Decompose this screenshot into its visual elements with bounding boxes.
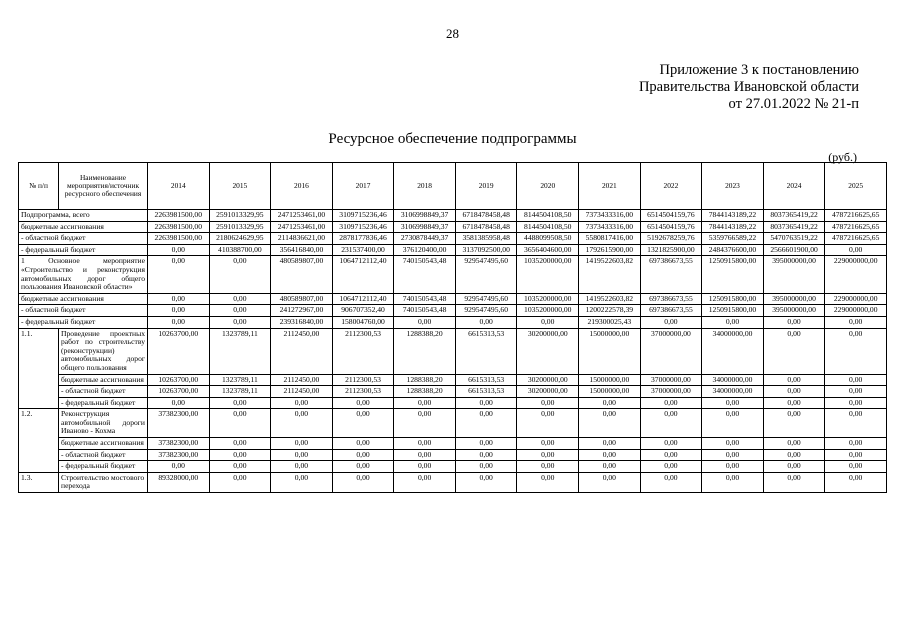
value-cell: 0,00 xyxy=(825,374,887,386)
value-cell: 37000000,00 xyxy=(640,328,702,374)
value-cell: 7844143189,22 xyxy=(702,210,764,222)
appendix-line-1: Приложение 3 к постановлению xyxy=(659,62,859,78)
value-cell: 0,00 xyxy=(148,316,210,328)
value-cell: 0,00 xyxy=(640,472,702,492)
value-cell: 0,00 xyxy=(271,461,333,473)
value-cell: 239316840,00 xyxy=(271,316,333,328)
header-year: 2014 xyxy=(148,163,210,210)
value-cell: 0,00 xyxy=(702,316,764,328)
value-cell: 0,00 xyxy=(209,449,271,461)
value-cell: 0,00 xyxy=(394,472,456,492)
value-cell: 2566601900,00 xyxy=(763,244,825,256)
value-cell: 0,00 xyxy=(763,374,825,386)
value-cell: 740150543,48 xyxy=(394,256,456,293)
value-cell: 5192678259,76 xyxy=(640,233,702,245)
value-cell: 3109715236,46 xyxy=(332,210,394,222)
value-cell: 37382300,00 xyxy=(148,409,210,438)
value-cell: 480589807,00 xyxy=(271,293,333,305)
value-cell: 0,00 xyxy=(271,449,333,461)
value-cell: 0,00 xyxy=(702,438,764,450)
value-cell: 2180624629,95 xyxy=(209,233,271,245)
value-cell: 1200222578,39 xyxy=(579,305,641,317)
value-cell: 0,00 xyxy=(394,461,456,473)
value-cell: 1250915800,00 xyxy=(702,293,764,305)
value-cell: 0,00 xyxy=(455,461,517,473)
value-cell: 6514504159,76 xyxy=(640,210,702,222)
value-cell: 0,00 xyxy=(825,386,887,398)
resource-table xyxy=(18,162,887,493)
value-cell: 0,00 xyxy=(825,316,887,328)
value-cell: 30200000,00 xyxy=(517,328,579,374)
value-cell: 6718478458,48 xyxy=(455,210,517,222)
value-cell: 15000000,00 xyxy=(579,386,641,398)
table-row xyxy=(19,210,887,222)
value-cell: 0,00 xyxy=(702,449,764,461)
table-row xyxy=(19,374,887,386)
currency-unit: (руб.) xyxy=(828,150,857,164)
value-cell: 30200000,00 xyxy=(517,374,579,386)
value-cell: 6615313,53 xyxy=(455,328,517,374)
value-cell: 8037365419,22 xyxy=(763,210,825,222)
appendix-line-2: Правительства Ивановской области xyxy=(638,79,859,95)
table-row xyxy=(19,221,887,233)
value-cell: 2263981500,00 xyxy=(148,221,210,233)
value-cell: 2114836621,00 xyxy=(271,233,333,245)
row-name: - федеральный бюджет xyxy=(19,244,148,256)
value-cell: 1419522603,82 xyxy=(579,256,641,293)
row-name: - областной бюджет xyxy=(19,305,148,317)
value-cell: 0,00 xyxy=(148,461,210,473)
row-name: Проведение проектных работ по строительству (реконструкции) автомобильных дорог общего пользования xyxy=(59,328,148,374)
value-cell: 0,00 xyxy=(640,461,702,473)
value-cell: 1792615900,00 xyxy=(579,244,641,256)
header-name: Наименование мероприятия/источник ресурсного обеспечения xyxy=(59,163,148,210)
value-cell: 0,00 xyxy=(148,397,210,409)
value-cell: 0,00 xyxy=(148,256,210,293)
value-cell: 37382300,00 xyxy=(148,438,210,450)
value-cell: 0,00 xyxy=(640,397,702,409)
value-cell: 0,00 xyxy=(394,397,456,409)
value-cell: 395000000,00 xyxy=(763,305,825,317)
value-cell: 0,00 xyxy=(209,472,271,492)
row-name: Строительство мостового перехода xyxy=(59,472,148,492)
value-cell: 15000000,00 xyxy=(579,374,641,386)
header-year: 2019 xyxy=(455,163,517,210)
table-row xyxy=(19,409,887,438)
value-cell: 0,00 xyxy=(579,449,641,461)
value-cell: 929547495,60 xyxy=(455,293,517,305)
value-cell: 3656404600,00 xyxy=(517,244,579,256)
value-cell: 0,00 xyxy=(702,472,764,492)
value-cell: 2263981500,00 xyxy=(148,233,210,245)
value-cell: 1035200000,00 xyxy=(517,293,579,305)
value-cell: 0,00 xyxy=(763,409,825,438)
value-cell: 34000000,00 xyxy=(702,374,764,386)
value-cell: 5470763519,22 xyxy=(763,233,825,245)
table-row xyxy=(19,293,887,305)
value-cell: 6615313,53 xyxy=(455,374,517,386)
value-cell: 2112300,53 xyxy=(332,328,394,374)
value-cell: 0,00 xyxy=(763,397,825,409)
value-cell: 0,00 xyxy=(763,438,825,450)
value-cell: 1035200000,00 xyxy=(517,256,579,293)
value-cell: 410388700,00 xyxy=(209,244,271,256)
row-name: бюджетные ассигнования xyxy=(19,221,148,233)
value-cell: 1288388,20 xyxy=(394,374,456,386)
value-cell: 929547495,60 xyxy=(455,305,517,317)
value-cell: 2112300,53 xyxy=(332,386,394,398)
value-cell: 0,00 xyxy=(702,397,764,409)
value-cell: 0,00 xyxy=(825,472,887,492)
value-cell: 229000000,00 xyxy=(825,305,887,317)
value-cell: 0,00 xyxy=(148,293,210,305)
value-cell: 6615313,53 xyxy=(455,386,517,398)
value-cell: 0,00 xyxy=(517,397,579,409)
row-name: - областной бюджет xyxy=(59,386,148,398)
value-cell: 15000000,00 xyxy=(579,328,641,374)
header-num: № п/п xyxy=(19,163,59,210)
header-year: 2015 xyxy=(209,163,271,210)
table-row xyxy=(19,438,887,450)
header-year: 2017 xyxy=(332,163,394,210)
value-cell: 4488099508,50 xyxy=(517,233,579,245)
value-cell: 395000000,00 xyxy=(763,256,825,293)
value-cell: 740150543,48 xyxy=(394,305,456,317)
row-name: - федеральный бюджет xyxy=(19,316,148,328)
row-name: Подпрограмма, всего xyxy=(19,210,148,222)
row-name: бюджетные ассигнования xyxy=(59,438,148,450)
row-number: 1.1. xyxy=(19,328,59,409)
value-cell: 0,00 xyxy=(825,438,887,450)
value-cell: 0,00 xyxy=(763,461,825,473)
appendix-block xyxy=(639,62,859,113)
table-row xyxy=(19,328,887,374)
table-row xyxy=(19,397,887,409)
value-cell: 231537400,00 xyxy=(332,244,394,256)
value-cell: 2484376600,00 xyxy=(702,244,764,256)
value-cell: 0,00 xyxy=(763,316,825,328)
value-cell: 3581385958,48 xyxy=(455,233,517,245)
value-cell: 1321825900,00 xyxy=(640,244,702,256)
table-row xyxy=(19,244,887,256)
value-cell: 5580817416,00 xyxy=(579,233,641,245)
value-cell: 376120400,00 xyxy=(394,244,456,256)
value-cell: 0,00 xyxy=(209,256,271,293)
value-cell: 7844143189,22 xyxy=(702,221,764,233)
value-cell: 1064712112,40 xyxy=(332,256,394,293)
value-cell: 2112300,53 xyxy=(332,374,394,386)
value-cell: 1035200000,00 xyxy=(517,305,579,317)
value-cell: 0,00 xyxy=(332,472,394,492)
value-cell: 0,00 xyxy=(763,472,825,492)
row-name: - федеральный бюджет xyxy=(59,397,148,409)
value-cell: 0,00 xyxy=(332,397,394,409)
value-cell: 229000000,00 xyxy=(825,256,887,293)
value-cell: 0,00 xyxy=(455,449,517,461)
table-row xyxy=(19,461,887,473)
value-cell: 0,00 xyxy=(209,438,271,450)
value-cell: 0,00 xyxy=(209,461,271,473)
value-cell: 0,00 xyxy=(332,409,394,438)
row-name: бюджетные ассигнования xyxy=(59,374,148,386)
value-cell: 0,00 xyxy=(455,409,517,438)
header-year: 2016 xyxy=(271,163,333,210)
page-number: 28 xyxy=(446,26,459,41)
value-cell: 0,00 xyxy=(579,472,641,492)
value-cell: 0,00 xyxy=(640,438,702,450)
table-row xyxy=(19,449,887,461)
value-cell: 4787216625,65 xyxy=(825,221,887,233)
value-cell: 0,00 xyxy=(271,472,333,492)
value-cell: 0,00 xyxy=(763,328,825,374)
header-year: 2023 xyxy=(702,163,764,210)
table-row xyxy=(19,386,887,398)
value-cell: 929547495,60 xyxy=(455,256,517,293)
value-cell: 0,00 xyxy=(148,244,210,256)
value-cell: 4787216625,65 xyxy=(825,210,887,222)
header-year: 2018 xyxy=(394,163,456,210)
value-cell: 0,00 xyxy=(702,461,764,473)
value-cell: 2591013329,95 xyxy=(209,221,271,233)
table-body xyxy=(19,210,887,493)
document-title: Ресурсное обеспечение подпрограммы xyxy=(328,131,577,147)
value-cell: 0,00 xyxy=(455,316,517,328)
value-cell: 0,00 xyxy=(394,449,456,461)
value-cell: 241272967,00 xyxy=(271,305,333,317)
value-cell: 0,00 xyxy=(271,438,333,450)
value-cell: 2112450,00 xyxy=(271,386,333,398)
value-cell: 0,00 xyxy=(825,244,887,256)
value-cell: 2112450,00 xyxy=(271,328,333,374)
value-cell: 0,00 xyxy=(455,397,517,409)
value-cell: 1250915800,00 xyxy=(702,305,764,317)
value-cell: 2878177836,46 xyxy=(332,233,394,245)
value-cell: 2263981500,00 xyxy=(148,210,210,222)
value-cell: 10263700,00 xyxy=(148,374,210,386)
value-cell: 2591013329,95 xyxy=(209,210,271,222)
value-cell: 0,00 xyxy=(517,472,579,492)
value-cell: 2730878449,37 xyxy=(394,233,456,245)
value-cell: 1064712112,40 xyxy=(332,293,394,305)
value-cell: 0,00 xyxy=(148,305,210,317)
value-cell: 219300025,43 xyxy=(579,316,641,328)
table-row xyxy=(19,472,887,492)
value-cell: 0,00 xyxy=(209,397,271,409)
value-cell: 0,00 xyxy=(825,328,887,374)
value-cell: 0,00 xyxy=(702,409,764,438)
value-cell: 0,00 xyxy=(394,438,456,450)
row-name: Реконструкция автомобильной дороги Иваново - Кохма xyxy=(59,409,148,438)
value-cell: 1288388,20 xyxy=(394,386,456,398)
value-cell: 1323789,11 xyxy=(209,386,271,398)
row-number: 1.3. xyxy=(19,472,59,492)
row-name: 1 Основное мероприятие «Строительство и реконструкция автомобильных дорог общего пользования Ивановской области» xyxy=(19,256,148,293)
value-cell: 6718478458,48 xyxy=(455,221,517,233)
value-cell: 1419522603,82 xyxy=(579,293,641,305)
value-cell: 8037365419,22 xyxy=(763,221,825,233)
row-name: - областной бюджет xyxy=(19,233,148,245)
value-cell: 0,00 xyxy=(825,409,887,438)
value-cell: 0,00 xyxy=(579,438,641,450)
value-cell: 697386673,55 xyxy=(640,293,702,305)
value-cell: 0,00 xyxy=(209,316,271,328)
value-cell: 3106998849,37 xyxy=(394,221,456,233)
table-row xyxy=(19,316,887,328)
value-cell: 356416840,00 xyxy=(271,244,333,256)
value-cell: 0,00 xyxy=(640,409,702,438)
value-cell: 7373433316,00 xyxy=(579,221,641,233)
row-number: 1.2. xyxy=(19,409,59,473)
value-cell: 0,00 xyxy=(640,316,702,328)
value-cell: 0,00 xyxy=(763,449,825,461)
value-cell: 0,00 xyxy=(271,397,333,409)
value-cell: 6514504159,76 xyxy=(640,221,702,233)
value-cell: 0,00 xyxy=(517,409,579,438)
row-name: - областной бюджет xyxy=(59,449,148,461)
value-cell: 697386673,55 xyxy=(640,256,702,293)
appendix-line-3: от 27.01.2022 № 21-п xyxy=(728,96,859,112)
row-name: - федеральный бюджет xyxy=(59,461,148,473)
value-cell: 0,00 xyxy=(332,449,394,461)
value-cell: 37000000,00 xyxy=(640,374,702,386)
value-cell: 1323789,11 xyxy=(209,328,271,374)
value-cell: 3109715236,46 xyxy=(332,221,394,233)
value-cell: 1250915800,00 xyxy=(702,256,764,293)
value-cell: 2471253461,00 xyxy=(271,221,333,233)
header-year: 2020 xyxy=(517,163,579,210)
value-cell: 0,00 xyxy=(517,316,579,328)
value-cell: 8144504108,50 xyxy=(517,210,579,222)
value-cell: 2471253461,00 xyxy=(271,210,333,222)
value-cell: 906707352,40 xyxy=(332,305,394,317)
header-year: 2025 xyxy=(825,163,887,210)
value-cell: 0,00 xyxy=(394,409,456,438)
value-cell: 0,00 xyxy=(332,438,394,450)
value-cell: 1288388,20 xyxy=(394,328,456,374)
table-row xyxy=(19,305,887,317)
value-cell: 0,00 xyxy=(825,397,887,409)
value-cell: 0,00 xyxy=(579,461,641,473)
value-cell: 0,00 xyxy=(209,305,271,317)
value-cell: 0,00 xyxy=(579,397,641,409)
value-cell: 697386673,55 xyxy=(640,305,702,317)
value-cell: 5359766589,22 xyxy=(702,233,764,245)
table-header-row xyxy=(19,163,887,210)
value-cell: 0,00 xyxy=(517,438,579,450)
value-cell: 0,00 xyxy=(825,449,887,461)
value-cell: 10263700,00 xyxy=(148,328,210,374)
value-cell: 8144504108,50 xyxy=(517,221,579,233)
value-cell: 10263700,00 xyxy=(148,386,210,398)
value-cell: 7373433316,00 xyxy=(579,210,641,222)
value-cell: 37000000,00 xyxy=(640,386,702,398)
value-cell: 2112450,00 xyxy=(271,374,333,386)
value-cell: 0,00 xyxy=(394,316,456,328)
value-cell: 3106998849,37 xyxy=(394,210,456,222)
row-name: бюджетные ассигнования xyxy=(19,293,148,305)
value-cell: 395000000,00 xyxy=(763,293,825,305)
value-cell: 0,00 xyxy=(455,472,517,492)
value-cell: 229000000,00 xyxy=(825,293,887,305)
value-cell: 0,00 xyxy=(825,461,887,473)
value-cell: 0,00 xyxy=(209,293,271,305)
header-year: 2024 xyxy=(763,163,825,210)
value-cell: 30200000,00 xyxy=(517,386,579,398)
value-cell: 34000000,00 xyxy=(702,328,764,374)
value-cell: 0,00 xyxy=(271,409,333,438)
value-cell: 1323789,11 xyxy=(209,374,271,386)
value-cell: 158004760,00 xyxy=(332,316,394,328)
value-cell: 0,00 xyxy=(640,449,702,461)
table-row xyxy=(19,233,887,245)
value-cell: 740150543,48 xyxy=(394,293,456,305)
value-cell: 0,00 xyxy=(209,409,271,438)
value-cell: 0,00 xyxy=(579,409,641,438)
value-cell: 0,00 xyxy=(517,461,579,473)
value-cell: 0,00 xyxy=(763,386,825,398)
header-year: 2021 xyxy=(579,163,641,210)
table-row xyxy=(19,256,887,293)
value-cell: 0,00 xyxy=(455,438,517,450)
value-cell: 89328000,00 xyxy=(148,472,210,492)
header-year: 2022 xyxy=(640,163,702,210)
value-cell: 37382300,00 xyxy=(148,449,210,461)
value-cell: 0,00 xyxy=(332,461,394,473)
value-cell: 4787216625,65 xyxy=(825,233,887,245)
value-cell: 0,00 xyxy=(517,449,579,461)
value-cell: 3137092500,00 xyxy=(455,244,517,256)
value-cell: 480589807,00 xyxy=(271,256,333,293)
value-cell: 34000000,00 xyxy=(702,386,764,398)
